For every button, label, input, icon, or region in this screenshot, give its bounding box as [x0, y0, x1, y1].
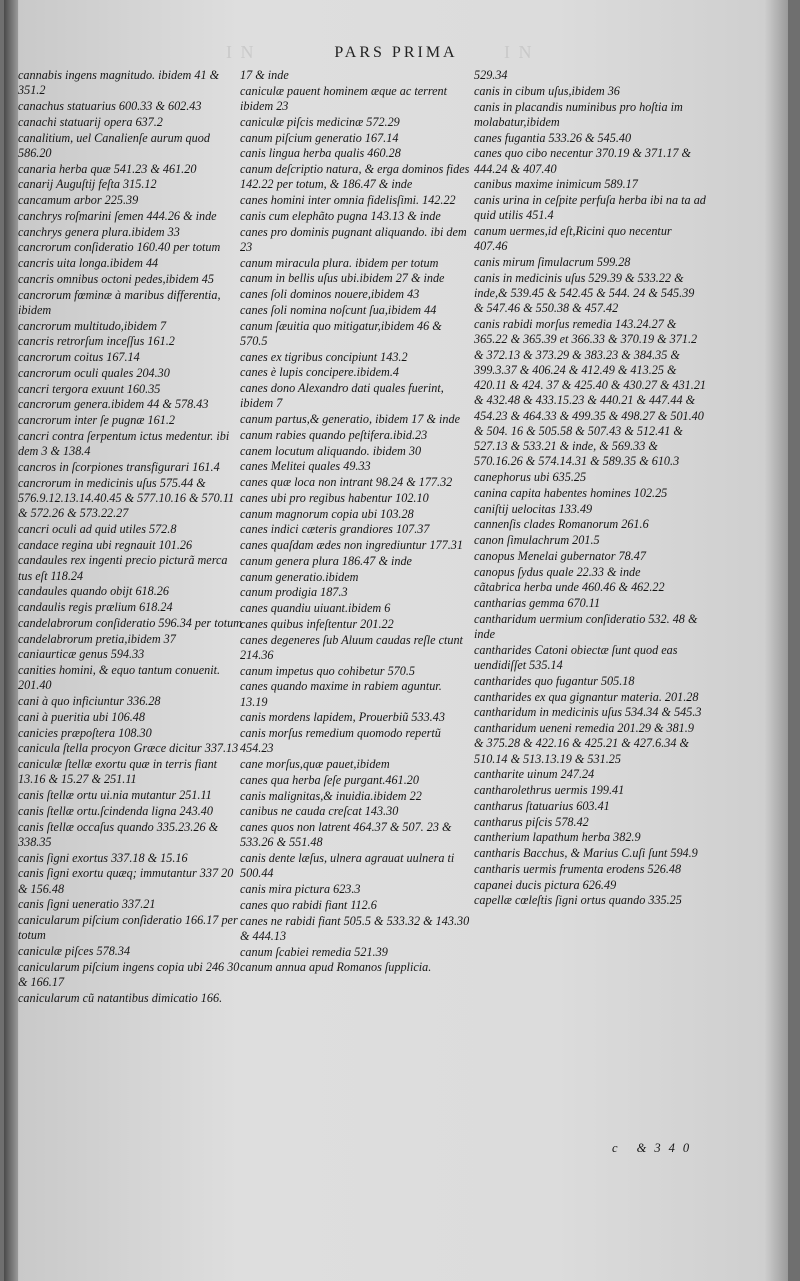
index-entry: cancrorum conſideratio 160.40 per totum [18, 240, 221, 255]
index-entry: canis ſigni exortus 337.18 & 15.16 [18, 850, 188, 865]
index-entry: cantharus piſcis 578.42 [474, 814, 589, 829]
index-entry: cantharis Bacchus, & Marius C.uſi ſunt 594.9 [474, 846, 698, 860]
index-entry: canis mirum ſimulacrum 599.28 [474, 255, 631, 269]
index-entry: canes fugantia 533.26 & 545.40 [474, 130, 632, 145]
index-entry: canes qua herba ſeſe purgant.461.20 [240, 772, 419, 787]
index-entry: canes ne rabidi fiant 505.5 & 533.32 & 143.30 & 444.13 [240, 913, 470, 943]
index-entry: canes pro dominis pugnant aliquando. ibi dem 23 [240, 224, 467, 254]
index-entry: canem locutum aliquando. ibidem 30 [240, 443, 422, 458]
index-entry: cancri tergora exuunt 160.35 [18, 381, 161, 396]
index-entry: canis ſtellæ ortu ui.nia mutantur 251.11 [18, 788, 212, 802]
index-entry: cantharidum uermium conſideratio 532. 48 & inde [474, 611, 698, 641]
index-entry: caniculæ piſcis medicinæ 572.29 [240, 114, 400, 129]
index-entry: canaria herba quæ 541.23 & 461.20 [18, 161, 197, 176]
catchword: c &340 [612, 1141, 698, 1155]
index-entry: canis in cibum uſus,ibidem 36 [474, 83, 620, 98]
index-entry: canum partus,& generatio, ibidem 17 & inde [240, 412, 461, 426]
index-column-1 [18, 68, 243, 1007]
index-entry: canes indici cæteris grandiores 107.37 [240, 522, 430, 537]
index-entry: canis malignitas,& inuidia.ibidem 22 [240, 788, 422, 803]
index-entry: cancri oculi ad quid utiles 572.8 [18, 521, 177, 536]
index-entry: canum magnorum copia ubi 103.28 [240, 506, 414, 521]
index-entry: canes quibus infeſtentur 201.22 [240, 616, 394, 631]
index-entry: canum impetus quo cohibetur 570.5 [240, 663, 416, 678]
index-entry: canes Melitei quales 49.33 [240, 459, 371, 474]
index-entry: canum deſcriptio natura, & erga dominos fides 142.22 per totum, & 186.47 & inde [240, 162, 470, 192]
index-entry: canicula ſtella procyon Græce dicitur 337.13 [18, 741, 239, 756]
index-entry: canchrys roſmarini ſemen 444.26 & inde [18, 208, 217, 223]
index-entry: canina capita habentes homines 102.25 [474, 485, 668, 500]
index-entry: canis urina in ceſpite perfuſa herba ibi na ta ad quid utilis 451.4 [474, 193, 706, 223]
index-entry: canicies præpoſtera 108.30 [18, 725, 152, 740]
index-entry: caniſtij uelocitas 133.49 [474, 501, 593, 516]
index-entry: caniculæ pauent hominem æque ac terrent ibidem 23 [240, 83, 448, 113]
index-entry: canum annua apud Romanos ſupplicia. [240, 960, 432, 975]
index-entry: candaules quando obijt 618.26 [18, 584, 169, 599]
index-entry: cantharides quo fugantur 505.18 [474, 673, 635, 688]
index-entry: canum prodigia 187.3 [240, 585, 348, 600]
index-entry: canis rabidi morſus remedia 143.24.27 & 365.22 & 365.39 et 366.33 & 370.19 & 371.2 & 372.13 & 373.29 & 383.23 & 384.35 & 399.3.37 & 406.24 & 412.49 & 413.25 & 420.11 & 424. 37 & 425.40 & 430.27 & 431.21 & 432.48 & 433.15.23 & 440.21 & 447.44 & 454.23 & 464.33 & 499.35 & 498.27 & 501.40 & 504. 16 & 505.58 & 507.43 & 512.41 & 527.13 & 533.21 & inde, & 569.33 & 570.16.26 & 574.14.31 & 589.35 & 610.3 [474, 317, 707, 469]
index-entry: canalitium, uel Canalienſe aurum quod 586.20 [18, 130, 210, 160]
index-entry: cancrorum genera.ibidem 44 & 578.43 [18, 397, 209, 412]
index-entry: cantharolethrus uermis 199.41 [474, 783, 625, 797]
index-entry: canibus ne cauda creſcat 143.30 [240, 804, 399, 819]
index-entry: cantherium lapathum herba 382.9 [474, 830, 641, 845]
index-column-2 [240, 68, 472, 976]
index-entry: canis ſtellæ occaſus quando 335.23.26 & 338.35 [18, 819, 219, 849]
bleed-through-text: I N [504, 42, 534, 62]
index-entry: canopus ſydus quale 22.33 & inde [474, 564, 641, 579]
index-entry: cane morſus,quæ pauet,ibidem [240, 757, 390, 771]
index-column-3 [474, 68, 706, 909]
index-entry: cancamum arbor 225.39 [18, 193, 139, 207]
index-entry: cantharidum in medicinis uſus 534.34 & 545.3 [474, 705, 702, 720]
bleed-through-text: I N [226, 42, 256, 62]
index-entry: cãtabrica herba unde 460.46 & 462.22 [474, 580, 665, 595]
index-entry: canes quæ loca non intrant 98.24 & 177.32 [240, 475, 453, 489]
index-entry: cantharias gemma 670.11 [474, 596, 601, 610]
index-entry: cantharidum ueneni remedia 201.29 & 381.9 & 375.28 & 422.16 & 425.21 & 427.6.34 & 510.14 & 513.13.19 & 531.25 [474, 721, 694, 766]
index-entry: canes quo cibo necentur 370.19 & 371.17 & 444.24 & 407.40 [474, 146, 691, 176]
index-entry: canon ſimulachrum 201.5 [474, 533, 600, 547]
index-entry: candace regina ubi regnauit 101.26 [18, 537, 193, 552]
index-entry: capellæ cœleſtis ſigni ortus quando 335.25 [474, 893, 682, 908]
book-page [4, 0, 788, 1281]
index-entry: canachus statuarius 600.33 & 602.43 [18, 99, 202, 113]
index-entry: caniaurticæ genus 594.33 [18, 647, 145, 662]
index-entry: cantharus ſtatuarius 603.41 [474, 798, 610, 813]
index-entry: cannabis ingens magnitudo. ibidem 41 & 351.2 [18, 68, 220, 98]
index-entry: canicularum piſcium conſideratio 166.17 per totum [18, 913, 238, 943]
index-entry: canes è lupis concipere.ibidem.4 [240, 365, 399, 380]
index-entry: canibus maxime inimicum 589.17 [474, 177, 638, 192]
index-entry: canes quaſdam ædes non ingrediuntur 177.31 [240, 538, 463, 552]
index-entry: canum miracula plura. ibidem per totum [240, 255, 439, 270]
index-entry: canes ſoli nomina noſcunt ſua,ibidem 44 [240, 302, 437, 317]
index-entry: cani à quo inficiuntur 336.28 [18, 694, 161, 708]
index-entry: canes degeneres ſub Aluum caudas reſle ctunt 214.36 [240, 632, 463, 662]
index-entry: canicularum cũ natantibus dimicatio 166. [18, 990, 223, 1005]
index-entry: canachi statuarij opera 637.2 [18, 114, 163, 129]
index-entry: canicularum piſcium ingens copia ubi 246 30 & 166.17 [18, 959, 240, 989]
index-entry: canis dente læſus, ulnera agrauat uulnera ti 500.44 [240, 851, 455, 881]
index-entry: canes quo rabidi fiant 112.6 [240, 897, 377, 912]
index-entry: cancrorum inter ſe pugnæ 161.2 [18, 413, 175, 427]
index-entry: canis mira pictura 623.3 [240, 882, 361, 896]
index-entry: canes ſoli dominos nouere,ibidem 43 [240, 287, 420, 301]
index-entry: candaulis regis prælium 618.24 [18, 600, 173, 614]
index-entry: caniculæ ſtellæ exortu quæ in terris fiant 13.16 & 15.27 & 251.11 [18, 757, 218, 787]
index-entry: cancrorum coitus 167.14 [18, 350, 140, 364]
index-entry: canis ſigni exortu quæq; immutantur 337 20 & 156.48 [18, 866, 234, 896]
index-entry: canchrys genera plura.ibidem 33 [18, 224, 180, 239]
index-entry: canum in bellis uſus ubi.ibidem 27 & inde [240, 271, 445, 286]
index-entry: canum piſcium generatio 167.14 [240, 130, 399, 145]
index-entry: canarij Auguſtij feſta 315.12 [18, 177, 157, 192]
index-entry: canum ſcabiei remedia 521.39 [240, 944, 388, 959]
index-entry: canes quos non latrent 464.37 & 507. 23 & 533.26 & 551.48 [240, 820, 452, 850]
index-entry: canum genera plura 186.47 & inde [240, 553, 412, 568]
index-entry: cantharite uinum 247.24 [474, 767, 595, 782]
index-entry: cantharides ex qua gignantur materia. 201.28 [474, 689, 699, 704]
index-entry: canities homini, & equo tantum conuenit. 201.40 [18, 663, 221, 693]
index-entry: candaules rex ingenti precio picturã merca tus eſt 118.24 [18, 553, 228, 583]
index-entry: caniculæ piſces 578.34 [18, 944, 131, 958]
index-entry: canum uermes,id eſt,Ricini quo necentur 407.46 [474, 224, 672, 254]
index-entry: canes quando maxime in rabiem aguntur. 13.19 [240, 679, 442, 709]
index-entry: canis ſtellæ ortu.ſcindenda ligna 243.40 [18, 803, 213, 818]
index-entry: cantharis uermis frumenta erodens 526.48 [474, 861, 682, 876]
index-entry: canes dono Alexandro dati quales fuerint, ibidem 7 [240, 381, 444, 411]
index-entry: cancrorum fœminæ à maribus differentia, ibidem [18, 287, 221, 317]
index-entry: candelabrorum pretia,ibidem 37 [18, 631, 176, 646]
index-entry: canis mordens lapidem, Prouerbiũ 533.43 [240, 710, 445, 725]
index-entry: canum ſæuitia quo mitigatur,ibidem 46 & 570.5 [240, 318, 442, 348]
index-entry: cani à pueritia ubi 106.48 [18, 709, 145, 724]
index-entry: canis ſigni ueneratio 337.21 [18, 897, 156, 912]
binding-shadow [4, 0, 18, 1281]
index-entry: 529.34 [474, 68, 508, 82]
index-entry: canes ex tigribus concipiunt 143.2 [240, 349, 408, 364]
index-entry: cancros in ſcorpiones transfigurari 161.4 [18, 459, 220, 474]
index-entry: candelabrorum conſideratio 596.34 per totum [18, 615, 242, 630]
index-entry: cancris omnibus octoni pedes,ibidem 45 [18, 271, 214, 286]
index-entry: 17 & inde [240, 68, 289, 82]
index-entry: cancrorum oculi quales 204.30 [18, 365, 170, 380]
index-entry: cancrorum multitudo,ibidem 7 [18, 318, 167, 333]
index-entry: cantharides Catoni obiectæ ſunt quod eas uendidiſſet 535.14 [474, 642, 678, 672]
index-entry: canephorus ubi 635.25 [474, 470, 587, 484]
index-entry: canes ubi pro regibus habentur 102.10 [240, 490, 429, 505]
running-head: PARS PRIMA [334, 44, 458, 61]
index-entry: capanei ducis pictura 626.49 [474, 877, 617, 892]
index-entry: canis cum elephãto pugna 143.13 & inde [240, 208, 441, 223]
index-entry: cannenſis clades Romanorum 261.6 [474, 517, 649, 532]
index-entry: canum rabies quando peſtifera.ibid.23 [240, 427, 428, 442]
index-entry: canis lingua herba qualis 460.28 [240, 146, 401, 161]
index-entry: canes quandiu uiuant.ibidem 6 [240, 601, 391, 615]
index-entry: canes homini inter omnia fidelisſimi. 142.22 [240, 193, 456, 207]
index-entry: cancri contra ſerpentum ictus medentur. ibi dem 3 & 138.4 [18, 428, 230, 458]
index-entry: cancrorum in medicinis uſus 575.44 & 576.9.12.13.14.40.45 & 577.10.16 & 570.11 & 572.26 & 573.22.27 [18, 475, 235, 520]
index-entry: canopus Menelai gubernator 78.47 [474, 548, 646, 563]
index-entry: cancris retrorſum inceſſus 161.2 [18, 334, 175, 349]
index-entry: cancris uita longa.ibidem 44 [18, 256, 159, 270]
index-entry: canis morſus remedium quomodo repertũ 454.23 [240, 726, 441, 756]
index-entry: canis in placandis numinibus pro hoſtia im molabatur,ibidem [474, 99, 683, 129]
index-entry: canum generatio.ibidem [240, 569, 359, 584]
index-entry: canis in medicinis uſus 529.39 & 533.22 & inde,& 539.45 & 542.45 & 544. 24 & 545.39 & 547.46 & 550.38 & 457.42 [474, 270, 695, 316]
